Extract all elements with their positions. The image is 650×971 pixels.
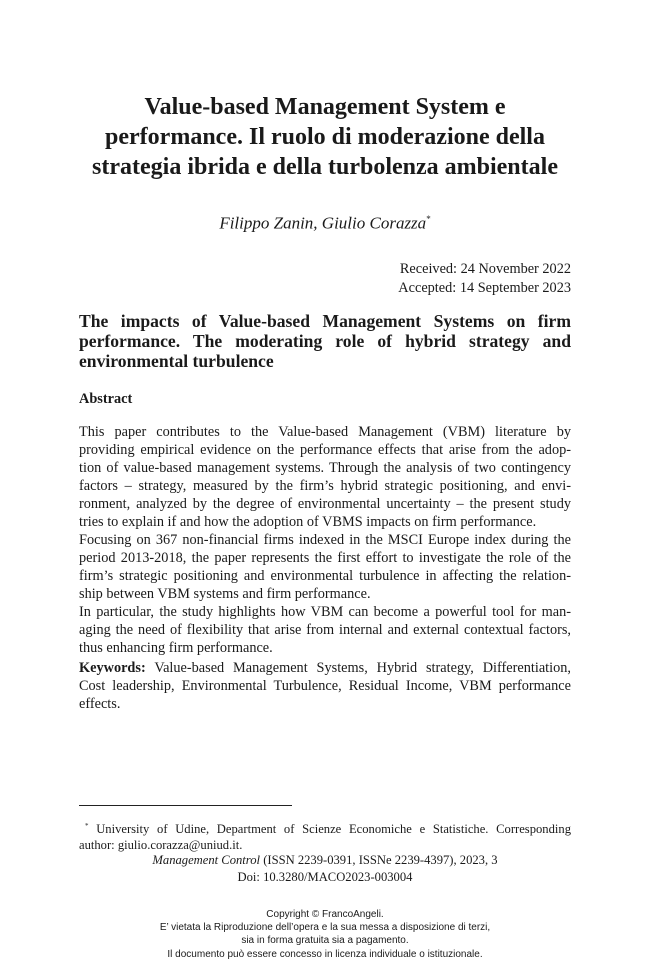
authors-line xyxy=(80,209,570,234)
abstract-line: Focusing on 367 non-financial firms indexed in the MSCI Europe index during the xyxy=(79,532,571,548)
italian-title xyxy=(80,92,570,182)
abstract-line: In particular, the study highlights how VBM can become a powerful tool for man- xyxy=(79,604,571,620)
abstract-line: tries to explain if and how the adoption of VBMS impacts on firm performance. xyxy=(79,514,537,530)
journal-details: (ISSN 2239-0391, ISSNe 2239-4397), 2023, 3 xyxy=(263,853,498,867)
keywords-line: Cost leadership, Environmental Turbulence, Residual Income, VBM performance xyxy=(79,678,571,694)
author-footnote-mark: * xyxy=(426,214,431,224)
abstract-line: thus enhancing firm performance. xyxy=(79,640,273,656)
footnote-mark: * xyxy=(85,822,89,830)
authors: Filippo Zanin, Giulio Corazza xyxy=(219,213,427,233)
footnote-affiliation: University of Udine, Department of Scienze Economiche e Statistiche. Corresponding xyxy=(96,822,571,837)
abstract-line: This paper contributes to the Value-based Management (VBM) literature by xyxy=(79,424,571,440)
footnote-divider xyxy=(79,805,292,806)
copyright-line: sia in forma gratuita sia a pagamento. xyxy=(241,935,409,947)
keywords-line: effects. xyxy=(79,696,121,712)
keywords-text: Value-based Management Systems, Hybrid strategy, Differentiation, xyxy=(154,660,572,676)
received-date: Received: 24 November 2022 xyxy=(399,261,571,277)
abstract-heading: Abstract xyxy=(79,391,133,407)
abstract-line: factors – strategy, measured by the firm’s hybrid strategic positioning, and envi- xyxy=(79,478,571,494)
abstract-line: providing empirical evidence on the performance effects that arise from the adop- xyxy=(79,442,571,458)
submission-dates xyxy=(398,260,571,298)
footnote-line xyxy=(79,818,571,837)
accepted-date: Accepted: 14 September 2023 xyxy=(398,280,571,296)
keywords-label: Keywords: xyxy=(79,660,146,676)
abstract-line: firm’s strategic positioning and environmental turbulence in affecting the relation- xyxy=(79,568,571,584)
journal-info xyxy=(79,852,571,886)
english-title: The impacts of Value-based Management Systems on firm performance. The moderating role of hybrid strategy and environmental turbulence xyxy=(79,311,571,371)
journal-name: Management Control xyxy=(152,853,261,867)
copyright-line: Copyright © FrancoAngeli. xyxy=(266,909,384,920)
copyright-line: E’ vietata la Riproduzione dell’opera e la sua messa a disposizione di terzi, xyxy=(159,922,491,934)
footnote-line: author: giulio.corazza@uniud.it. xyxy=(79,838,243,853)
italian-title-line: performance. Il ruolo di moderazione della xyxy=(105,124,545,150)
copyright-notice xyxy=(79,908,571,961)
abstract-body xyxy=(79,423,571,657)
keywords-block xyxy=(79,659,571,713)
journal-line xyxy=(79,852,571,869)
author-footnote xyxy=(79,818,571,853)
abstract-line: aging the need of flexibility that arise from internal and external contextual factors, xyxy=(79,622,571,638)
italian-title-line: Value-based Management System e xyxy=(144,94,506,120)
italian-title-line: strategia ibrida e della turbolenza ambientale xyxy=(92,154,558,180)
abstract-line: period 2013-2018, the paper represents the first effort to investigate the role of the xyxy=(79,550,571,566)
abstract-line: tion of value-based management systems. Through the analysis of two contingency xyxy=(79,460,571,476)
keywords-line xyxy=(79,659,571,677)
abstract-line: ship between VBM systems and firm performance. xyxy=(79,586,371,602)
copyright-line: Il documento può essere concesso in licenza individuale o istituzionale. xyxy=(167,948,483,960)
abstract-line: ronment, analyzed by the degree of environmental uncertainty – the present study xyxy=(79,496,571,512)
journal-doi: Doi: 10.3280/MACO2023-003004 xyxy=(237,870,413,884)
